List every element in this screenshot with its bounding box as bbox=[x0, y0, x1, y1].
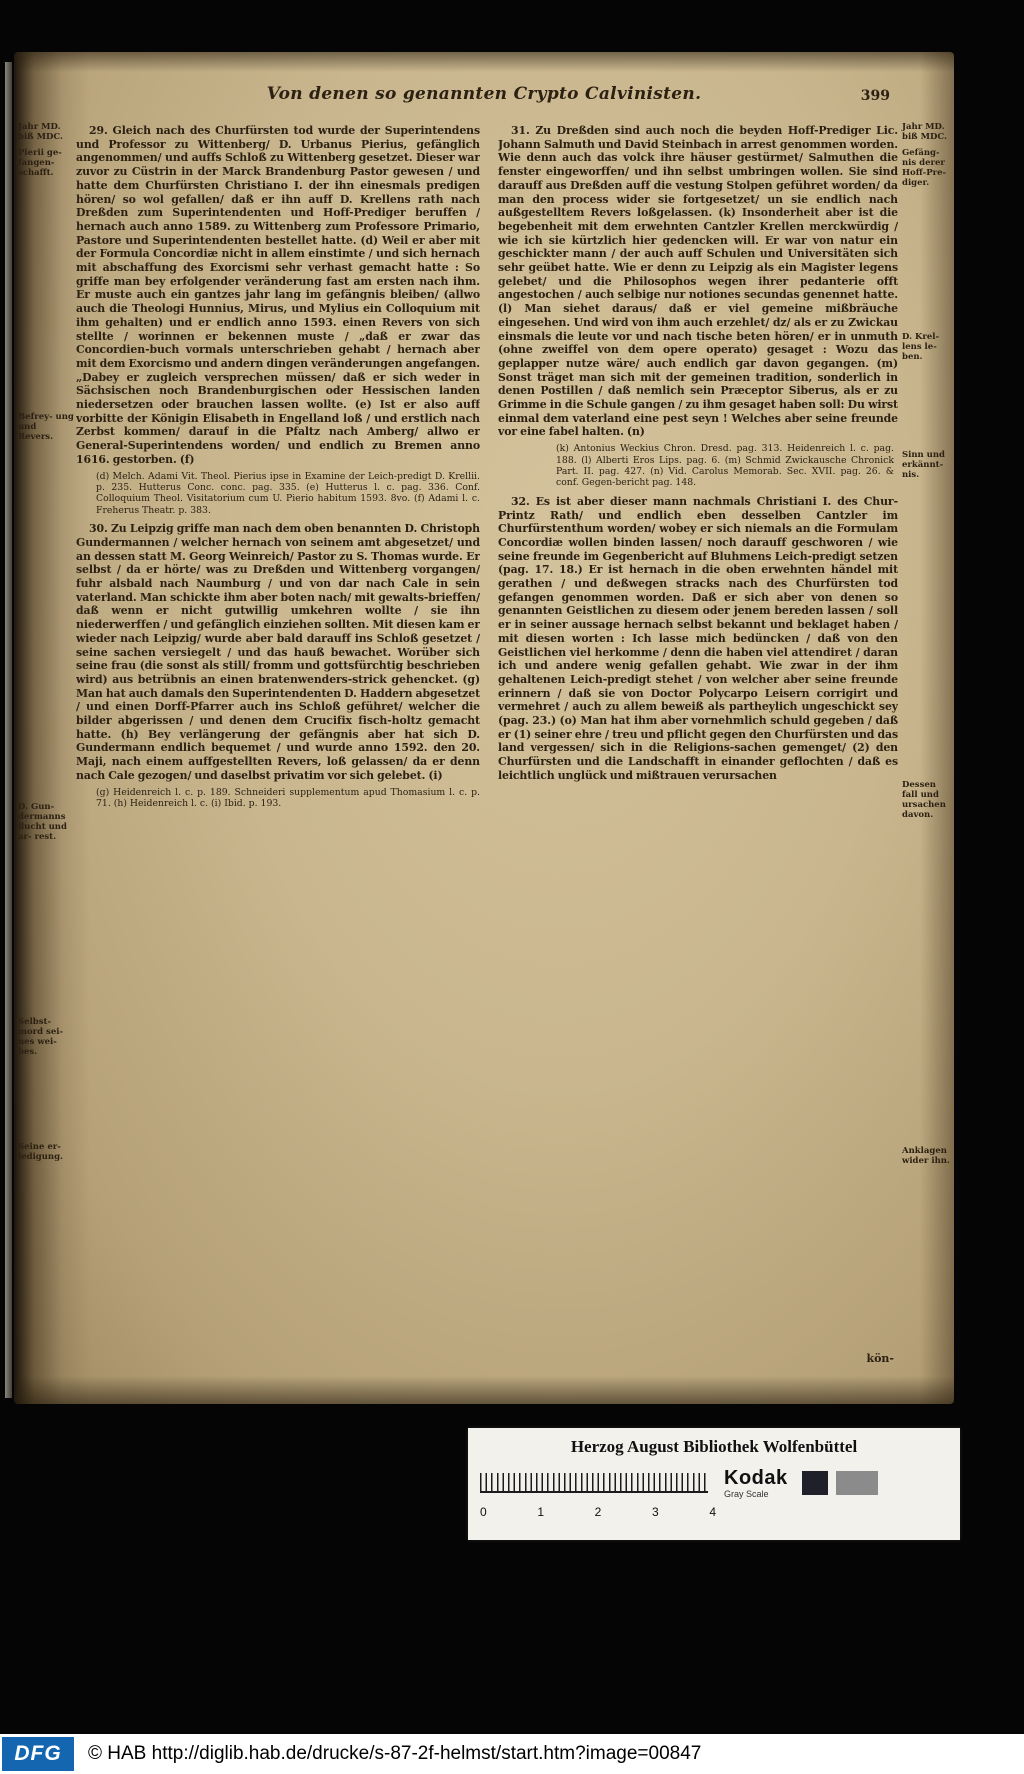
running-head: Von denen so genannten Crypto Calvinisten. bbox=[266, 84, 702, 104]
right-text-column bbox=[498, 124, 898, 1386]
viewer-footer-bar bbox=[0, 1734, 1024, 1774]
grayscale-label: Gray Scale bbox=[724, 1488, 769, 1499]
margin-note: Anklagen wider ihn. bbox=[902, 1146, 950, 1166]
grayscale-numbers bbox=[480, 1505, 716, 1519]
margin-note: Sinn und erkännt- nis. bbox=[902, 450, 945, 480]
scale-number: 0 bbox=[480, 1505, 487, 1519]
ruler-ticks bbox=[480, 1473, 708, 1493]
kodak-brand-label: Kodak bbox=[724, 1466, 788, 1489]
book-scan bbox=[14, 52, 954, 1404]
margin-note: Pierii ge- fangen- schafft. bbox=[18, 148, 62, 178]
margin-note: Seine er- ledigung. bbox=[18, 1142, 64, 1162]
margin-note: Selbst- mord sei- nes wei- bes. bbox=[18, 1017, 63, 1057]
margin-note: D. Gun- dermanns flucht und ar- rest. bbox=[18, 802, 67, 842]
footnote-block: (g) Heidenreich l. c. p. 189. Schneideri supplementum apud Thomasium l. c. p. 71. (h) Heidenreich l. c. (i) Ibid. p. 193. bbox=[96, 786, 480, 809]
margin-note: Gefäng- nis derer Hoff-Pre- diger. bbox=[902, 148, 947, 188]
right-margin-notes bbox=[902, 52, 950, 1404]
margin-note: Jahr MD. biß MDC. bbox=[18, 122, 63, 142]
scale-number: 2 bbox=[594, 1505, 602, 1519]
margin-note: Jahr MD. biß MDC. bbox=[902, 122, 947, 142]
book-page bbox=[14, 52, 954, 1404]
body-paragraph: 30. Zu Leipzig griffe man nach dem oben benannten D. Christoph Gundermannen / welcher hernach von seinem amt abgesetzet/ und an dessen statt M. Georg Weinreich/ Pastor zu S. Thomas wurde. Er selbst / da er hörte/ was zu Dreßden und Wittenberg vorgangen/ fuhr alsbald nach Naumburg / und von dar nach Cale in sein vaterland. Man schickte ihm aber boten nach/ mit gewalts-brieffen/ daß wenn er nicht gutwillig umkehren wollte / sie ihn niederwerffen / und gefänglich einziehen sollten. Mit diesen kam er wieder nach Leipzig/ wurde aber bald darauff ins Schloß gesetzet / seine sachen versiegelt / und das hauß bewachet. Worüber sich seine frau (die sonst als still/ fromm und gottsfürchtig beschrieben wird) aus betrübnis an einen bratenwenders-strick gehencket. (g) Man hat auch damals den Superintendenten D. Haddern abgesetzet / und einen Dorff-Pfarrer auch ins Schloß geführet/ welcher die bilder abgerissen / und denen dem Crucifix fisch-holtz gemacht hatte. (h) Bey verlängerung der gefängnis aber hat sich D. Gundermann endlich bequemet / und wurde anno 1592. den 20. Maji, nach einem auffgestellten Revers, loß gelassen/ da er denn nach Cale gezogen/ und daselbst privatim vor sich gelebet. (i) bbox=[76, 522, 480, 782]
dfg-logo: DFG bbox=[2, 1737, 74, 1771]
calibration-card bbox=[468, 1428, 960, 1540]
left-margin-notes bbox=[18, 52, 74, 1404]
margin-note: Dessen fall und ursachen davon. bbox=[902, 780, 946, 820]
grayscale-strip bbox=[480, 1465, 952, 1501]
scale-number: 3 bbox=[651, 1505, 659, 1519]
margin-note: D. Krel- lens le- ben. bbox=[902, 332, 940, 362]
page-number: 399 bbox=[860, 88, 890, 104]
body-paragraph: 29. Gleich nach des Churfürsten tod wurde der Superintendens und Professor zu Wittenberg/ D. Urbanus Pierius, gefänglich angenommen/ und auffs Schloß zu Wittenberg gesetzet. Dieser war zuvor zu Cüstrin in der Marck Brandenburg Pastor gewesen / und hatte dem Churfürsten Christiano I. der ihn einesmals predigen hören/ so wol gefallen/ daß er ihn auff D. Krellens rath nach Dreßden zum Superintendenten und Hoff-Prediger beruffen / hernach auch anno 1589. zu Wittenberg zum Professore Primario, Pastore und Superintendenten bestellet hatte. (d) Weil er aber mit der Formula Concordiæ nicht in allem einstimte / und sich hernach mit abschaffung des Exorcismi sehr verhast gemacht hatte : So griffe man bey erfolgender veränderung fast am ersten nach ihm. Er muste auch ein gantzes jahr lang im gefängnis bleiben/ (allwo auch die Theologi Hunnius, Mirus, und Mylius ein Colloquium mit ihm gehalten) und er endlich anno 1593. einen Revers von sich stellte / worinnen er bekennen muste / „daß er zwar das Concordien-buch vormals unterschrieben gehabt / hernach aber mit dem Exorcismo und andern dingen veränderungen angefangen. „Dabey er zugleich versprechen müssen/ daß er sich weder in Sächsischen noch Brandenburgischen oder Hessischen landen niedersetzen oder brauchen lassen wollte. (e) Ist er also auff vorbitte der Königin Elisabeth in Engelland loß / und erstlich nach Zerbst kommen/ darauf in die Pfaltz nach Amberg/ allwo er General-Superintendens worden/ und endlich zu Bremen anno 1616. gestorben. (f) bbox=[76, 124, 480, 466]
dark-gray-swatch bbox=[802, 1471, 828, 1495]
catchword: kön- bbox=[866, 1352, 894, 1365]
library-name: Herzog August Bibliothek Wolfenbüttel bbox=[570, 1437, 858, 1456]
scale-number: 4 bbox=[709, 1505, 716, 1519]
left-text-column bbox=[76, 124, 480, 1386]
mid-gray-swatch bbox=[836, 1471, 878, 1495]
margin-note: Befrey- ung und Revers. bbox=[18, 412, 74, 442]
footnote-block: (d) Melch. Adami Vit. Theol. Pierius ipse in Examine der Leich-predigt D. Krellii. p. 235. Hutterus Conc. conc. pag. 335. (e) Hutterus l. c. pag. 336. Conf. Colloquium Theol. Visitatorium cum U. Pierio habitum 1593. 8vo. (f) Adami l. c. Freherus Theatr. p. 383. bbox=[96, 470, 480, 516]
facing-page-edge bbox=[5, 62, 12, 1398]
scale-number: 1 bbox=[537, 1505, 545, 1519]
body-paragraph: 31. Zu Dreßden sind auch noch die beyden Hoff-Prediger Lic. Johann Salmuth und David Steinbach in arrest genommen worden. Wie denn auch das volck ihre häuser gestürmet/ Salmuthen die fenster eingeworffen/ und ihn selbst umbringen wollen. Sie sind darauff aus Dreßden auff die vestung Stolpen geführet worden/ da man den process wider sie fortgesetzet/ un sie endlich nach außgestelltem Revers loßgelassen. (k) Insonderheit aber ist die begebenheit mit dem erwehnten Cantzler Krellen merckwürdig / wie ich sie kürtzlich hier gedencken will. Er war von natur ein geschickter mann / der auch auff Schulen und Universitäten sich sehr geübet hatte. Wie er denn zu Leipzig als ein Magister legens gelebet/ und die Philosophos wegen ihrer pedanterie offt angestochen / auch selbige nur notiones secundas genennet hatte. (l) Man siehet daraus/ daß er viel gemeine mißbräuche eingesehen. Und wird von ihm auch erzehlet/ dz/ als er zu Zwickau einsmals die leute vor und nach tische beten hören/ er in unmuth (ohne zweiffel von dem opere operato) gesaget : Wozu das geplapper nutze wäre/ auch endlich gar davon gegangen. (m) Sonst träget man sich mit der gemeinen tradition, sonderlich in denen Postillen / daß nemlich sein Præceptor Siberus, als er zu Grimme in die Schule gangen / zu ihm gesaget haben soll: Du wirst einmal dem vaterland eine pest seyn ! Welches aber seine freunde vor eine fabel halten. (n) bbox=[498, 124, 898, 439]
footnote-block: (k) Antonius Weckius Chron. Dresd. pag. 313. Heidenreich l. c. pag. 188. (l) Alberti Eros Lips. pag. 6. (m) Schmid Zwickausche Chronick Part. II. pag. 427. (n) Vid. Carolus Memorab. Sec. XVII. pag. 26. & conf. Gegen-bericht pag. 148. bbox=[556, 443, 894, 489]
kodak-brand-block bbox=[724, 1468, 788, 1499]
copyright-url: © HAB http://diglib.hab.de/drucke/s-87-2f-helmst/start.htm?image=00847 bbox=[88, 1743, 702, 1764]
body-paragraph: 32. Es ist aber dieser mann nachmals Christiani I. des Chur-Printz Rath/ und endlich eben desselben Cantzler im Churfürstenthum worden/ wobey er sich niemals an die Formulam Concordiæ wollen binden lassen/ noch darauff geschworen / wie seine freunde im Gegenbericht auf Bluhmens Leich-predigt setzen (pag. 17. 18.) Er ist hernach in die oben erwehnten händel mit gerathen / und deßwegen stracks nach des Churfürsten tod gefangen genommen worden. Daß er sich aber von denen so genannten Geistlichen zu diesem oder jenem bereden lassen / soll er in seiner aussage hernach selbst bekannt und beklaget haben / mit diesen worten : Ich lasse mich bedüncken / daß von den Geistlichen viel herkomme / denn die haben viel attendiret / daran ich und andere wenig gefallen gehabt. Wie zwar in der ihm gehaltenen Leich-predigt stehet / von welcher aber seine freunde erinnern / daß sie von Doctor Polycarpo Leisern corrigirt und vermehret / auch zu allem beweiß als partheylich ungeschickt sey (pag. 23.) (o) Man hat ihm aber vornehmlich schuld gegeben / daß er (1) seiner ehre / treu und pflicht gegen den Churfürsten und das land vergessen/ sich in die Religions-sachen gemenget/ (2) den Churfürsten und die Landschafft in einander geflochten / daß es leichtlich unglück und mißtrauen verursachen bbox=[498, 494, 898, 782]
